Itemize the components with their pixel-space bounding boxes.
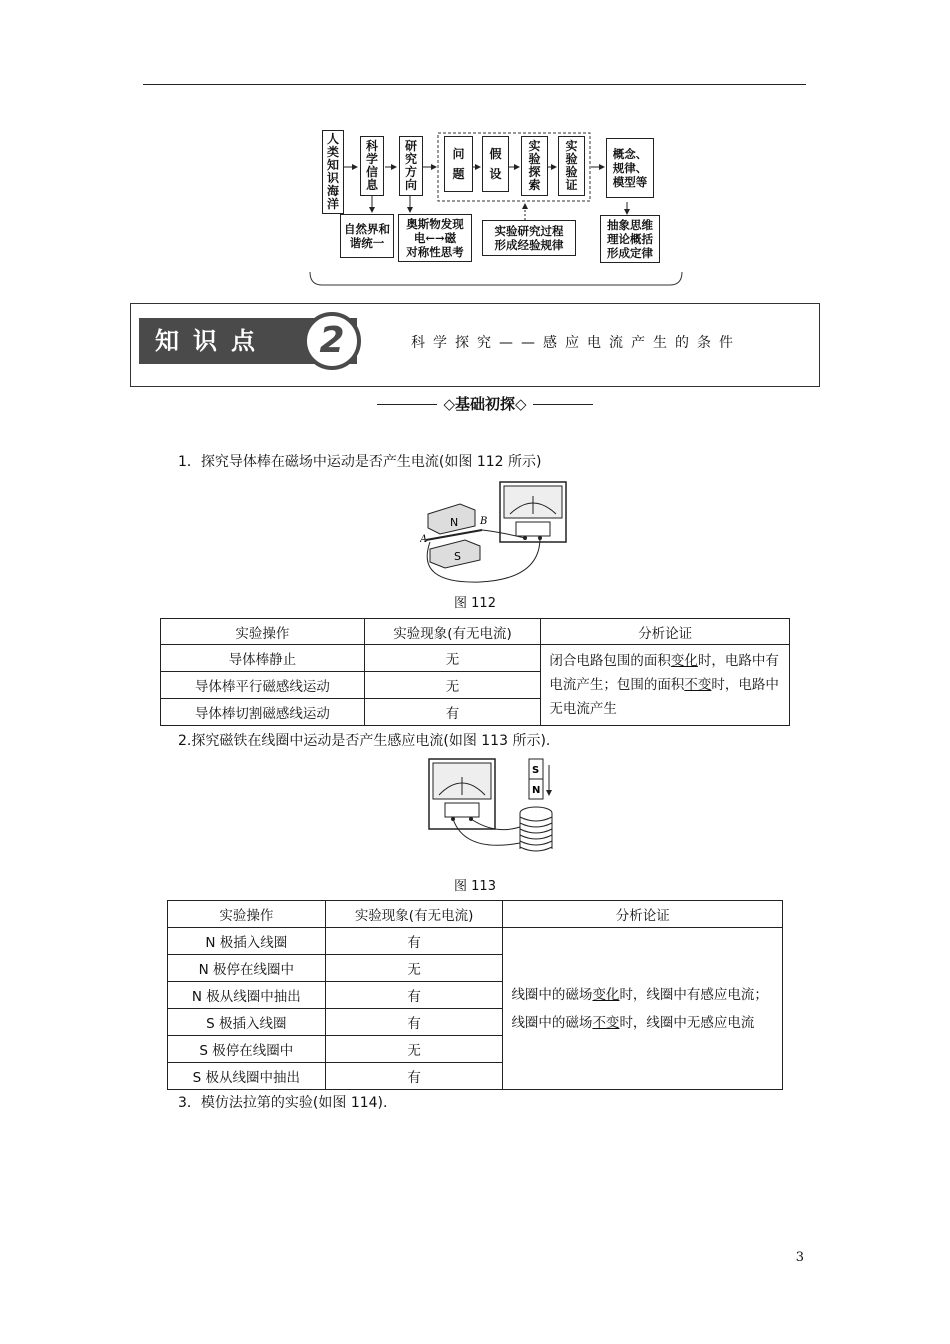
figure-113-illustration [425,755,575,865]
experiment-table-2 [167,900,783,1090]
figure-112-illustration [420,474,570,589]
knowledge-flow-diagram [300,122,695,297]
fig113-label-s: S [532,765,540,776]
table2-result: 有 [325,928,503,955]
table2-result: 有 [325,982,503,1009]
table2-op: S 极插入线圈 [168,1009,326,1036]
table1-result: 无 [364,645,541,672]
knowledge-point-banner [130,303,820,387]
flow-box-concepts: 概念、规律、模型等 [606,138,654,198]
table1-analysis: 闭合电路包围的面积变化时，电路中有电流产生；包围的面积不变时，电路中无电流产生 [541,645,790,726]
table1-op: 导体棒切割磁感线运动 [161,699,365,726]
figure-113-caption: 图 113 [454,879,496,894]
table2-op: N 极插入线圈 [168,928,326,955]
table2-header-row [168,901,783,928]
table2-op: S 极停在线圈中 [168,1036,326,1063]
table2-op: S 极从线圈中抽出 [168,1063,326,1090]
page-number: 3 [795,1250,804,1265]
flow-box-research-direction: 研究方向 [399,136,423,196]
flow-box-abstract-thinking: 抽象思维 理论概括 形成定律 [600,215,660,263]
experiment-table-1 [160,618,790,726]
table2-op: N 极停在线圈中 [168,955,326,982]
flow-box-nature-unity: 自然界和谐统一 [340,214,394,258]
banner-number-badge: 2 [303,312,361,370]
flow-box-question: 问题 [444,136,473,192]
table1-result: 无 [364,672,541,699]
table2-result: 无 [325,1036,503,1063]
fig112-label-b: B [480,516,488,527]
flow-box-experiment-verify: 实验验证 [558,136,585,196]
table2-result: 有 [325,1009,503,1036]
table-row [168,928,783,955]
section-label: ◇基础初探◇ [340,393,630,414]
flow-box-oersted: 奥斯物发现 电←→磁 对称性思考 [398,214,472,262]
table1-header: 实验现象(有无电流) [364,619,541,645]
table2-op: N 极从线圈中抽出 [168,982,326,1009]
item1-text: 1．探究导体棒在磁场中运动是否产生电流(如图 112 所示) [178,454,542,470]
table1-header-row [161,619,790,645]
table2-result: 有 [325,1063,503,1090]
top-rule [143,84,806,85]
flow-box-hypothesis: 假设 [482,136,509,192]
table2-result: 无 [325,955,503,982]
table2-header: 实验操作 [168,901,326,928]
fig112-label-n: N [450,516,459,529]
item3-text: 3．模仿法拉第的实验(如图 114). [178,1095,388,1111]
item2-text: 2.探究磁铁在线圈中运动是否产生感应电流(如图 113 所示). [178,733,551,749]
table1-header: 实验操作 [161,619,365,645]
fig113-label-n: N [532,785,541,796]
fig112-label-a: A [420,534,428,545]
fig112-label-s: S [454,550,461,563]
banner-title: 科学探究——感应电流产生的条件 [411,335,741,351]
table1-op: 导体棒平行磁感线运动 [161,672,365,699]
table2-analysis: 线圈中的磁场变化时，线圈中有感应电流；线圈中的磁场不变时，线圈中无感应电流 [503,928,783,1090]
table-row [161,645,790,672]
banner-tab: 知识点 [139,318,357,364]
table1-result: 有 [364,699,541,726]
flow-box-knowledge-ocean: 人类知识海洋 [322,130,344,214]
table1-header: 分析论证 [541,619,790,645]
figure-112-caption: 图 112 [454,596,496,611]
flow-box-experiment-explore: 实验探索 [521,136,548,196]
table2-header: 实验现象(有无电流) [325,901,503,928]
flow-box-science-info: 科学信息 [360,136,384,196]
table1-op: 导体棒静止 [161,645,365,672]
table2-header: 分析论证 [503,901,783,928]
flow-box-experiment-process: 实验研究过程 形成经验规律 [482,220,576,256]
